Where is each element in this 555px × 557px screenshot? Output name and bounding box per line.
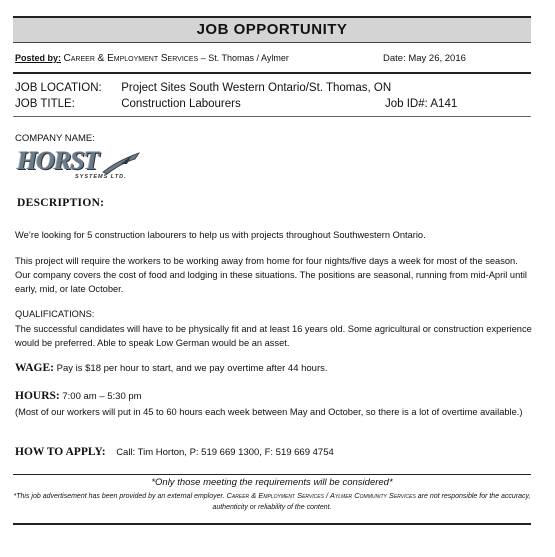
logo-swoosh-icon: [101, 150, 141, 176]
disclaimer-organization: Career & Employment Services / Aylmer Community Services: [226, 491, 416, 500]
company-name-label: COMPANY NAME:: [15, 133, 95, 144]
divider: [13, 72, 531, 74]
job-location-row: [15, 82, 391, 94]
job-title-label: JOB TITLE:: [15, 98, 75, 110]
disclaimer: [13, 490, 531, 513]
disclaimer-end: are not responsible for the accuracy, authenticity or reliability of the content.: [212, 493, 531, 511]
wage-section: [15, 362, 328, 374]
page-title: JOB OPPORTUNITY: [13, 16, 531, 43]
job-location-value: Project Sites South Western Ontario/St. Thomas, ON: [121, 82, 392, 94]
qualifications-heading: QUALIFICATIONS:: [15, 309, 95, 319]
requirements-notice: *Only those meeting the requirements will be considered*: [151, 477, 393, 488]
description-paragraph-2: This project will require the workers to be working away from home for four nights/five days a week for most of the season. Our company covers the cost of food and lodging in these situations. The positions are seasonal, running from mid-April until early, mid, or late October.: [15, 256, 527, 294]
apply-section: [15, 446, 334, 458]
logo-subtitle: SYSTEMS LTD.: [75, 174, 127, 180]
job-title-row: [15, 98, 241, 110]
job-location-label: JOB LOCATION:: [15, 82, 102, 94]
posted-by-location: – St. Thomas / Aylmer: [200, 53, 289, 63]
divider: [13, 523, 531, 525]
hours-note: (Most of our workers will put in 45 to 60 hours each week between May and October, so there is a lot of overtime available.): [15, 407, 523, 417]
hours-text: 7:00 am – 5:30 pm: [62, 391, 142, 402]
hours-section: [15, 390, 142, 402]
job-id: Job ID#: A141: [385, 98, 458, 110]
job-title-value: Construction Labourers: [121, 98, 241, 110]
posting-date: Date: May 26, 2016: [383, 53, 466, 64]
qualifications-text: The successful candidates will have to be physically fit and at least 16 years old. Some agricultural or construction experience would be preferred. Able to speak Low German would be an asset.: [15, 324, 532, 348]
posted-by-label: Posted by:: [15, 53, 62, 63]
divider: [13, 474, 531, 475]
description-heading: DESCRIPTION:: [17, 197, 105, 209]
company-logo: [15, 146, 141, 186]
posted-by-organization: Career & Employment Services: [63, 53, 199, 64]
description-paragraph-1: We’re looking for 5 construction labourers to help us with projects throughout Southwestern Ontario.: [15, 230, 426, 240]
posted-by: [15, 53, 289, 64]
apply-contact: Call: Tim Horton, P: 519 669 1300, F: 519 669 4754: [116, 447, 334, 458]
divider: [13, 116, 531, 117]
wage-heading: WAGE:: [15, 362, 54, 374]
logo-wordmark: HORST: [17, 146, 99, 175]
apply-heading: HOW TO APPLY:: [15, 446, 106, 458]
wage-text: Pay is $18 per hour to start, and we pay overtime after 44 hours.: [56, 363, 328, 374]
disclaimer-start: *This job advertisement has been provided by an external employer.: [13, 493, 225, 500]
hours-heading: HOURS:: [15, 390, 60, 402]
